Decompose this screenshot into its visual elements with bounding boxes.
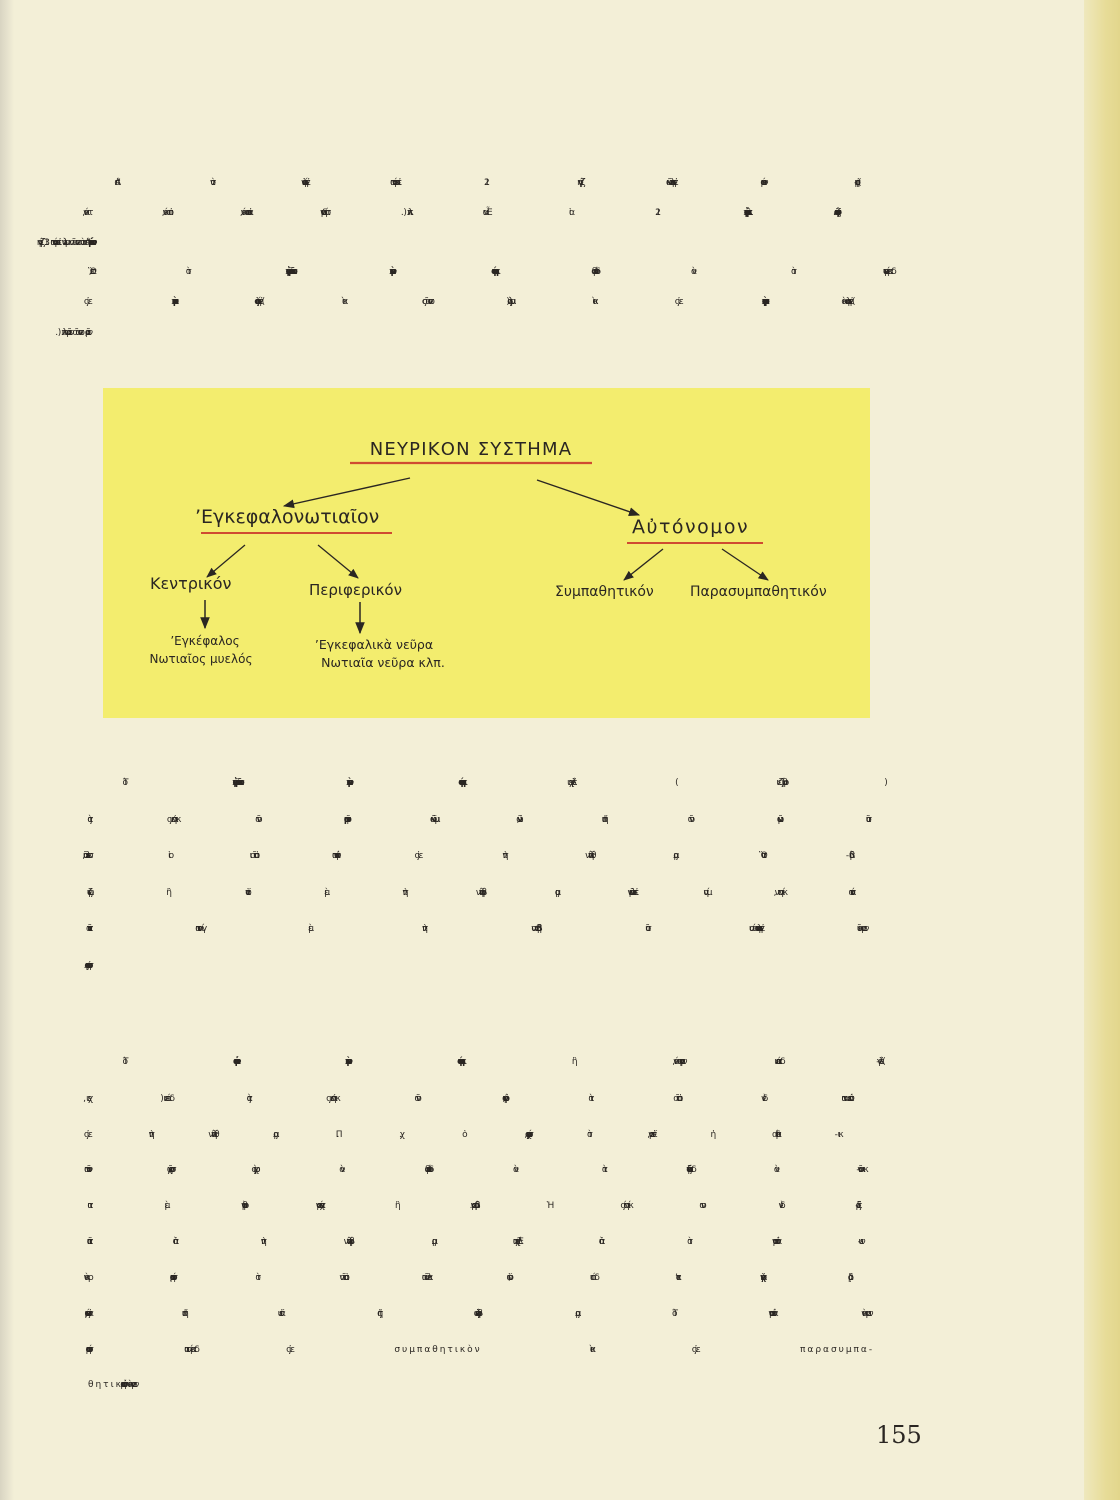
text-run: ἐλέγχει ( ρυθμίζει ) [461,778,882,788]
text-run: τὰς κινήσεις τῶν γραμμωτῶν μυϊκῶν ἰνῶν, ἤτοι τῶν μυῶν τοῦ [88,815,865,825]
intro-line-3 [88,228,920,258]
arrow-to-peripheral [318,545,358,578]
text-run: εἰς [88,297,173,307]
text-run: ταῦτα γίνονται μὲ τὴν βοήθειαν τοῦ ἐγκεφαλονωτιαίου νευρικοῦ [88,924,857,934]
intro-line-4 [88,257,920,287]
bold-term: ἐγκεφαλονωτιαῖον νευρικὸν σύστημα [232,778,462,788]
spaced-term: συμπαθητικὸν [394,1345,482,1355]
page-edge-binding-right [1084,0,1120,1500]
p2-line-3 [88,838,922,874]
text-run: (ἐγκεφαλικὰ [762,297,842,307]
text-run: τᾶται ἀπὸ τὴν βούλησίν μας. Ἐλέγχεται ἀπὸ τὸ αὐτόνομον νευ- [88,1237,855,1247]
central-sub-brain: ’Εγκέφαλος [170,634,240,648]
autonomic-label: Αὐτόνομον [632,516,750,538]
text-run: σύστημα διακρίνεται εἰς [88,1345,395,1355]
text-run: αὐτονόμως, ἤτοι ἄνευ τῆς βουλήσεώς μας. Τὸ αὐτόνομον νευρικὸν [88,1309,861,1319]
text-run: νοῦνται συνεχῶς, χωρὶς νὰ δυνάμεθα νὰ τὰ διατάξωμεν νὰ κινοῦν- [88,1165,854,1175]
cerebrospinal-label: ’Εγκεφαλονωτιαῖον [195,506,380,528]
peripheral-sub-cranial-nerves: ’Εγκεφαλικὰ νεῦρα [314,637,434,652]
text-run: ’Από τὸν ἐγκέφαλον ἐκπορεύονται 12 ζεύγη ἐγκεφαλικῶν νεύρων (ὀσφρη- [118,178,852,188]
bold-term: αὐτόνομον νευρικὸν σύστημα [233,1057,461,1067]
p3-line-1 [123,1044,922,1080]
arrow-to-central [207,545,245,577]
page-number: 155 [876,1421,922,1449]
p3-line-9 [88,1332,922,1368]
text-run: ἢ νευροφυτικόν, διατάσσει (ἐλέγ- [460,1057,874,1067]
peripheral-label: Περιφερικόν [309,581,402,599]
bold-term: ἐγκεφαλικαὶ συζυγίαι. [744,208,831,218]
p2-line-1 [123,765,922,801]
intro-line-2 [88,198,920,228]
text-run: ζωμεν ἢ ὅταν μὲ τὴν βούλησίν μας ἐκτελοῦμεν μίαν κίνησιν, πάντα [88,888,849,898]
p3-line-6 [88,1224,922,1260]
p2-line-6 [88,948,922,984]
text-run: τικόν, ὀπτικόν, ἀκουστικόν, τρίδυμον κλπ.). Εἶναι αἱ 12 [88,208,745,218]
parasympathetic-label: Παρασυμπαθητικόν [690,584,827,600]
arrow-to-cerebrospinal [284,478,410,506]
arrow-to-autonomic [537,480,639,515]
text-run: εἰς τὴν θέλησίν μας. Π. χ. ὁ στόμαχος, τὸ ἔντερον, ἡ καρδία κι- [88,1130,832,1140]
p2-line-4 [88,875,922,911]
text-run: δυνάμεθα νὰ τὸ διακρίνωμεν [494,267,883,277]
central-sub-spinal-cord: Νωτιαῖος μυελός [149,652,253,666]
text-run: Τὸ [123,1057,234,1067]
p3-line-7 [88,1260,922,1296]
p2-line-5 [88,911,922,947]
p3-line-4 [88,1152,922,1188]
p3-line-3 [88,1117,922,1153]
peripheral-sub-spinal-nerves: Νωτιαῖα νεῦρα κλπ. [321,655,445,670]
text-run: ρικὸν σύστημα, τὸ ὁποῖον καλεῖται οὕτω, διότι κατ’ ἀρχὴν δρᾷ [88,1273,848,1283]
intro-line-6 [88,318,920,348]
sympathetic-label: Συμπαθητικόν [555,584,654,600]
diagram-title: ΝΕΥΡΙΚΟΝ ΣΥΣΤΗΜΑ [369,439,573,460]
p3-line-2 [88,1081,922,1117]
text-run: σκελετοῦ, οἱ ὁποῖοι ὑπάγονται εἰς τὴν θέλησίν μας. Ὅταν βαδί- [88,851,844,861]
p3-line-10 [88,1367,922,1403]
text-run: ται μὲ ρυθμὸν ταχύτερον ἢ βραδύτερον. Ἡ κίνησίς των δὲν ἐξαρ- [88,1201,853,1211]
arrow-to-parasympathetic [722,549,768,580]
p3-line-8 [88,1296,922,1332]
intro-line-5 [88,287,920,317]
text-run: Τὸ [123,778,233,788]
arrow-to-sympathetic [624,549,663,580]
spaced-term: θητικὸν [88,1380,138,1390]
spaced-term: παρασυμπα- [800,1345,875,1355]
text-run: (ἐγκέφαλος καὶ νωτιαῖος μυελὸς) καὶ εἰς [172,297,764,307]
p2-line-2 [88,802,922,838]
diagram-connectors [103,388,870,718]
page-edge-shadow-left [0,0,14,1500]
text-run: καὶ εἰς [481,1345,801,1355]
p3-line-5 [88,1188,922,1224]
central-label: Κεντρικόν [150,574,232,593]
nervous-system-diagram [103,388,870,718]
text-run: χει, διέπει) τὰς κινήσεις τῶν ὀργάνων, τὰ ὁποῖα δὲν ὑπόκεινται [88,1094,839,1104]
text-run: Ὥστε, τὸ [88,267,287,277]
bold-term: ἐγκεφαλονωτιαῖον νευρικὸν σύστημα [286,267,495,277]
intro-line-1 [118,168,920,198]
